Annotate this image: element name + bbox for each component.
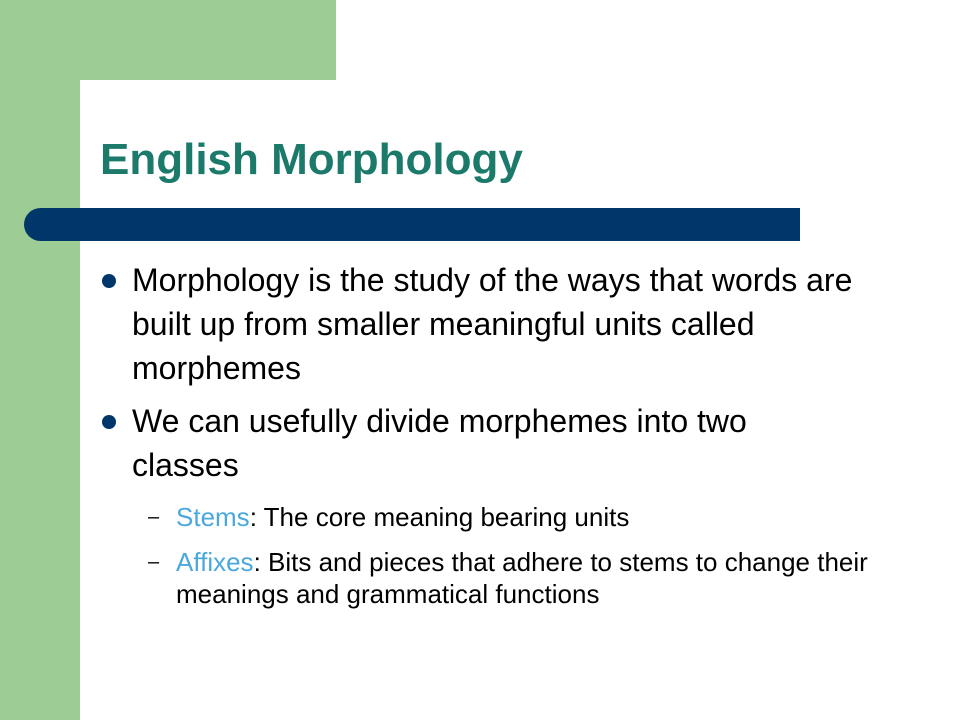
dash-icon: – bbox=[148, 506, 160, 528]
bullet-text: Morphology is the study of the ways that words are built up from smaller meaningful units called morphemes bbox=[132, 262, 853, 386]
slide-title: English Morphology bbox=[100, 135, 523, 184]
title-underline-bar bbox=[24, 208, 800, 241]
dash-icon: – bbox=[148, 551, 160, 573]
bullet-dot-icon bbox=[102, 415, 116, 429]
bullet-item-morpheme-classes bbox=[132, 399, 862, 487]
sub-bullet-affixes bbox=[148, 546, 906, 610]
term-affixes: Affixes bbox=[176, 547, 254, 577]
bullet-item-morphology-definition bbox=[132, 258, 862, 390]
sub-bullet-text: : The core meaning bearing units bbox=[249, 502, 630, 532]
sub-bullet-text: : Bits and pieces that adhere to stems to change their meanings and grammatical functions bbox=[176, 547, 868, 609]
sub-bullet-stems bbox=[148, 501, 906, 533]
top-green-block bbox=[80, 0, 336, 80]
bullet-text: We can usefully divide morphemes into two classes bbox=[132, 403, 747, 483]
bullet-dot-icon bbox=[102, 274, 116, 288]
left-green-bar bbox=[0, 0, 80, 720]
term-stems: Stems bbox=[176, 502, 250, 532]
